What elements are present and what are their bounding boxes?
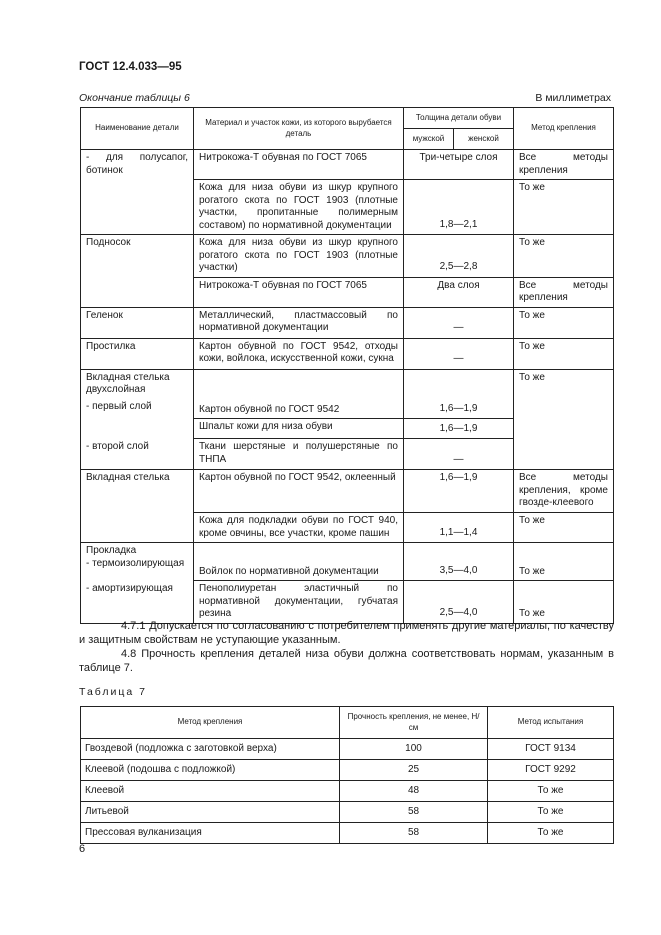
cell-name: Подносок [81,235,194,278]
cell-thickness: 1,6—1,9 [404,419,514,439]
cell-test: ГОСТ 9292 [488,760,614,781]
paragraph-4-8: 4.8 Прочность крепления деталей низа обуви должна соответствовать нормам, указанным в таблице 7. [79,648,614,674]
cell-test: То же [488,823,614,844]
cell-thickness: Три-четыре слоя [404,150,514,180]
cell-name [81,180,194,235]
cell-method: Все методы крепления [514,277,614,307]
table-row [81,513,614,543]
cell-thickness: — [404,439,514,470]
cell-material: Кожа для низа обуви из шкур крупного рогатого скота по ГОСТ 1903 (плотные участки) [194,235,404,278]
cell-thickness: 1,6—1,9 [404,470,514,513]
table-row [81,235,614,278]
cell-thickness: 2,5—2,8 [404,235,514,278]
cell-material: Войлок по нормативной документации [194,543,404,581]
cell-name-line1: Прокладка [86,545,137,556]
table6-caption: Окончание таблицы 6 [79,92,190,104]
cell-method: Литьевой [81,802,340,823]
table7-caption: Таблица 7 [79,686,147,698]
table-row [81,338,614,369]
cell-method: Клеевой (подошва с подложкой) [81,760,340,781]
cell-name: Простилка [81,338,194,369]
cell-name-line2: - термоизолирующая [86,557,185,569]
table7 [80,706,614,844]
cell-method: Клеевой [81,781,340,802]
cell-material: Картон обувной по ГОСТ 9542, отходы кожи, войлока, искусственной кожи, сукна [194,338,404,369]
table-row [81,802,614,823]
table6 [80,107,614,624]
table-row [81,581,614,624]
cell-thickness: — [404,307,514,338]
cell-test: ГОСТ 9134 [488,739,614,760]
cell-strength: 58 [340,802,488,823]
table-row [81,399,614,419]
cell-thickness: — [404,338,514,369]
cell-name [81,419,194,439]
cell-material [194,369,404,399]
cell-method: Все методы крепления, кроме гвозде-клеевого [514,470,614,513]
table-row [81,439,614,470]
table-row [81,823,614,844]
table-row [81,470,614,513]
table-row [81,739,614,760]
cell-material: Ткани шерстяные и полушерстяные по ТНПА [194,439,404,470]
cell-name: - второй слой [81,439,194,470]
paragraph-4-7-1: 4.7.1 Допускается по согласованию с потребителем применять другие материалы, по качеству и защитным свойствам не уступающие указанным. [79,620,614,646]
cell-strength: 48 [340,781,488,802]
cell-thickness: 1,6—1,9 [404,399,514,419]
cell-method: Все методы крепления [514,150,614,180]
col-header-male: мужской [404,129,454,150]
table-row [81,419,614,439]
cell-thickness: 1,1—1,4 [404,513,514,543]
cell-thickness: 3,5—4,0 [404,543,514,581]
cell-strength: 58 [340,823,488,844]
cell-method: Гвоздевой (подложка с заготовкой верха) [81,739,340,760]
cell-material: Кожа для низа обуви из шкур крупного рогатого скота по ГОСТ 1903 (плотные участки, пропитанные полимерным составом) по нормативной документации [194,180,404,235]
cell-test: То же [488,781,614,802]
cell-name: Геленок [81,307,194,338]
cell-material: Картон обувной по ГОСТ 9542 [194,399,404,419]
col-header-method: Метод крепления [81,707,340,739]
cell-material: Картон обувной по ГОСТ 9542, оклеенный [194,470,404,513]
cell-method: То же [514,180,614,235]
cell-material: Нитрокожа-Т обувная по ГОСТ 7065 [194,277,404,307]
cell-method: То же [514,235,614,278]
table-row [81,781,614,802]
cell-name: Вкладная стелька [81,470,194,513]
col-header-strength: Прочность крепления, не менее, Н/см [340,707,488,739]
table-row [81,760,614,781]
cell-material: Шпальт кожи для низа обуви [194,419,404,439]
cell-method: То же [514,543,614,581]
cell-method: Прессовая вулканизация [81,823,340,844]
page-number: 6 [79,843,86,855]
col-header-material: Материал и участок кожи, из которого вырубается деталь [194,108,404,150]
table6-units: В миллиметрах [535,92,611,104]
cell-method: То же [514,581,614,624]
table-row [81,180,614,235]
cell-name: - первый слой [81,399,194,419]
cell-method: То же [514,338,614,369]
cell-thickness: 1,8—2,1 [404,180,514,235]
cell-name: - для полусапог, ботинок [81,150,194,180]
cell-name: Вкладная стелька двухслойная [81,369,194,399]
cell-thickness [404,369,514,399]
col-header-thickness: Толщина детали обуви [404,108,514,129]
cell-method [514,399,614,419]
cell-name: - амортизирующая [81,581,194,624]
cell-strength: 100 [340,739,488,760]
col-header-test: Метод испытания [488,707,614,739]
cell-material: Металлический, пластмассовый по нормативной документации [194,307,404,338]
col-header-female: женской [454,129,514,150]
cell-method: То же [514,307,614,338]
table-row [81,150,614,180]
cell-test: То же [488,802,614,823]
cell-method: То же [514,369,614,399]
cell-method [514,439,614,470]
col-header-method: Метод крепления [514,108,614,150]
cell-name [81,543,194,581]
cell-material: Нитрокожа-Т обувная по ГОСТ 7065 [194,150,404,180]
cell-method [514,419,614,439]
cell-thickness: Два слоя [404,277,514,307]
table-row [81,369,614,399]
cell-material: Кожа для подкладки обуви по ГОСТ 940, кроме овчины, все участки, кроме пашин [194,513,404,543]
table-row [81,277,614,307]
cell-name [81,513,194,543]
document-code: ГОСТ 12.4.033—95 [79,61,182,73]
cell-method: То же [514,513,614,543]
table-row [81,307,614,338]
table-row [81,543,614,581]
cell-material: Пенополиуретан эластичный по нормативной документации, губчатая резина [194,581,404,624]
cell-strength: 25 [340,760,488,781]
col-header-name: Наименование детали [81,108,194,150]
cell-thickness: 2,5—4,0 [404,581,514,624]
cell-name [81,277,194,307]
